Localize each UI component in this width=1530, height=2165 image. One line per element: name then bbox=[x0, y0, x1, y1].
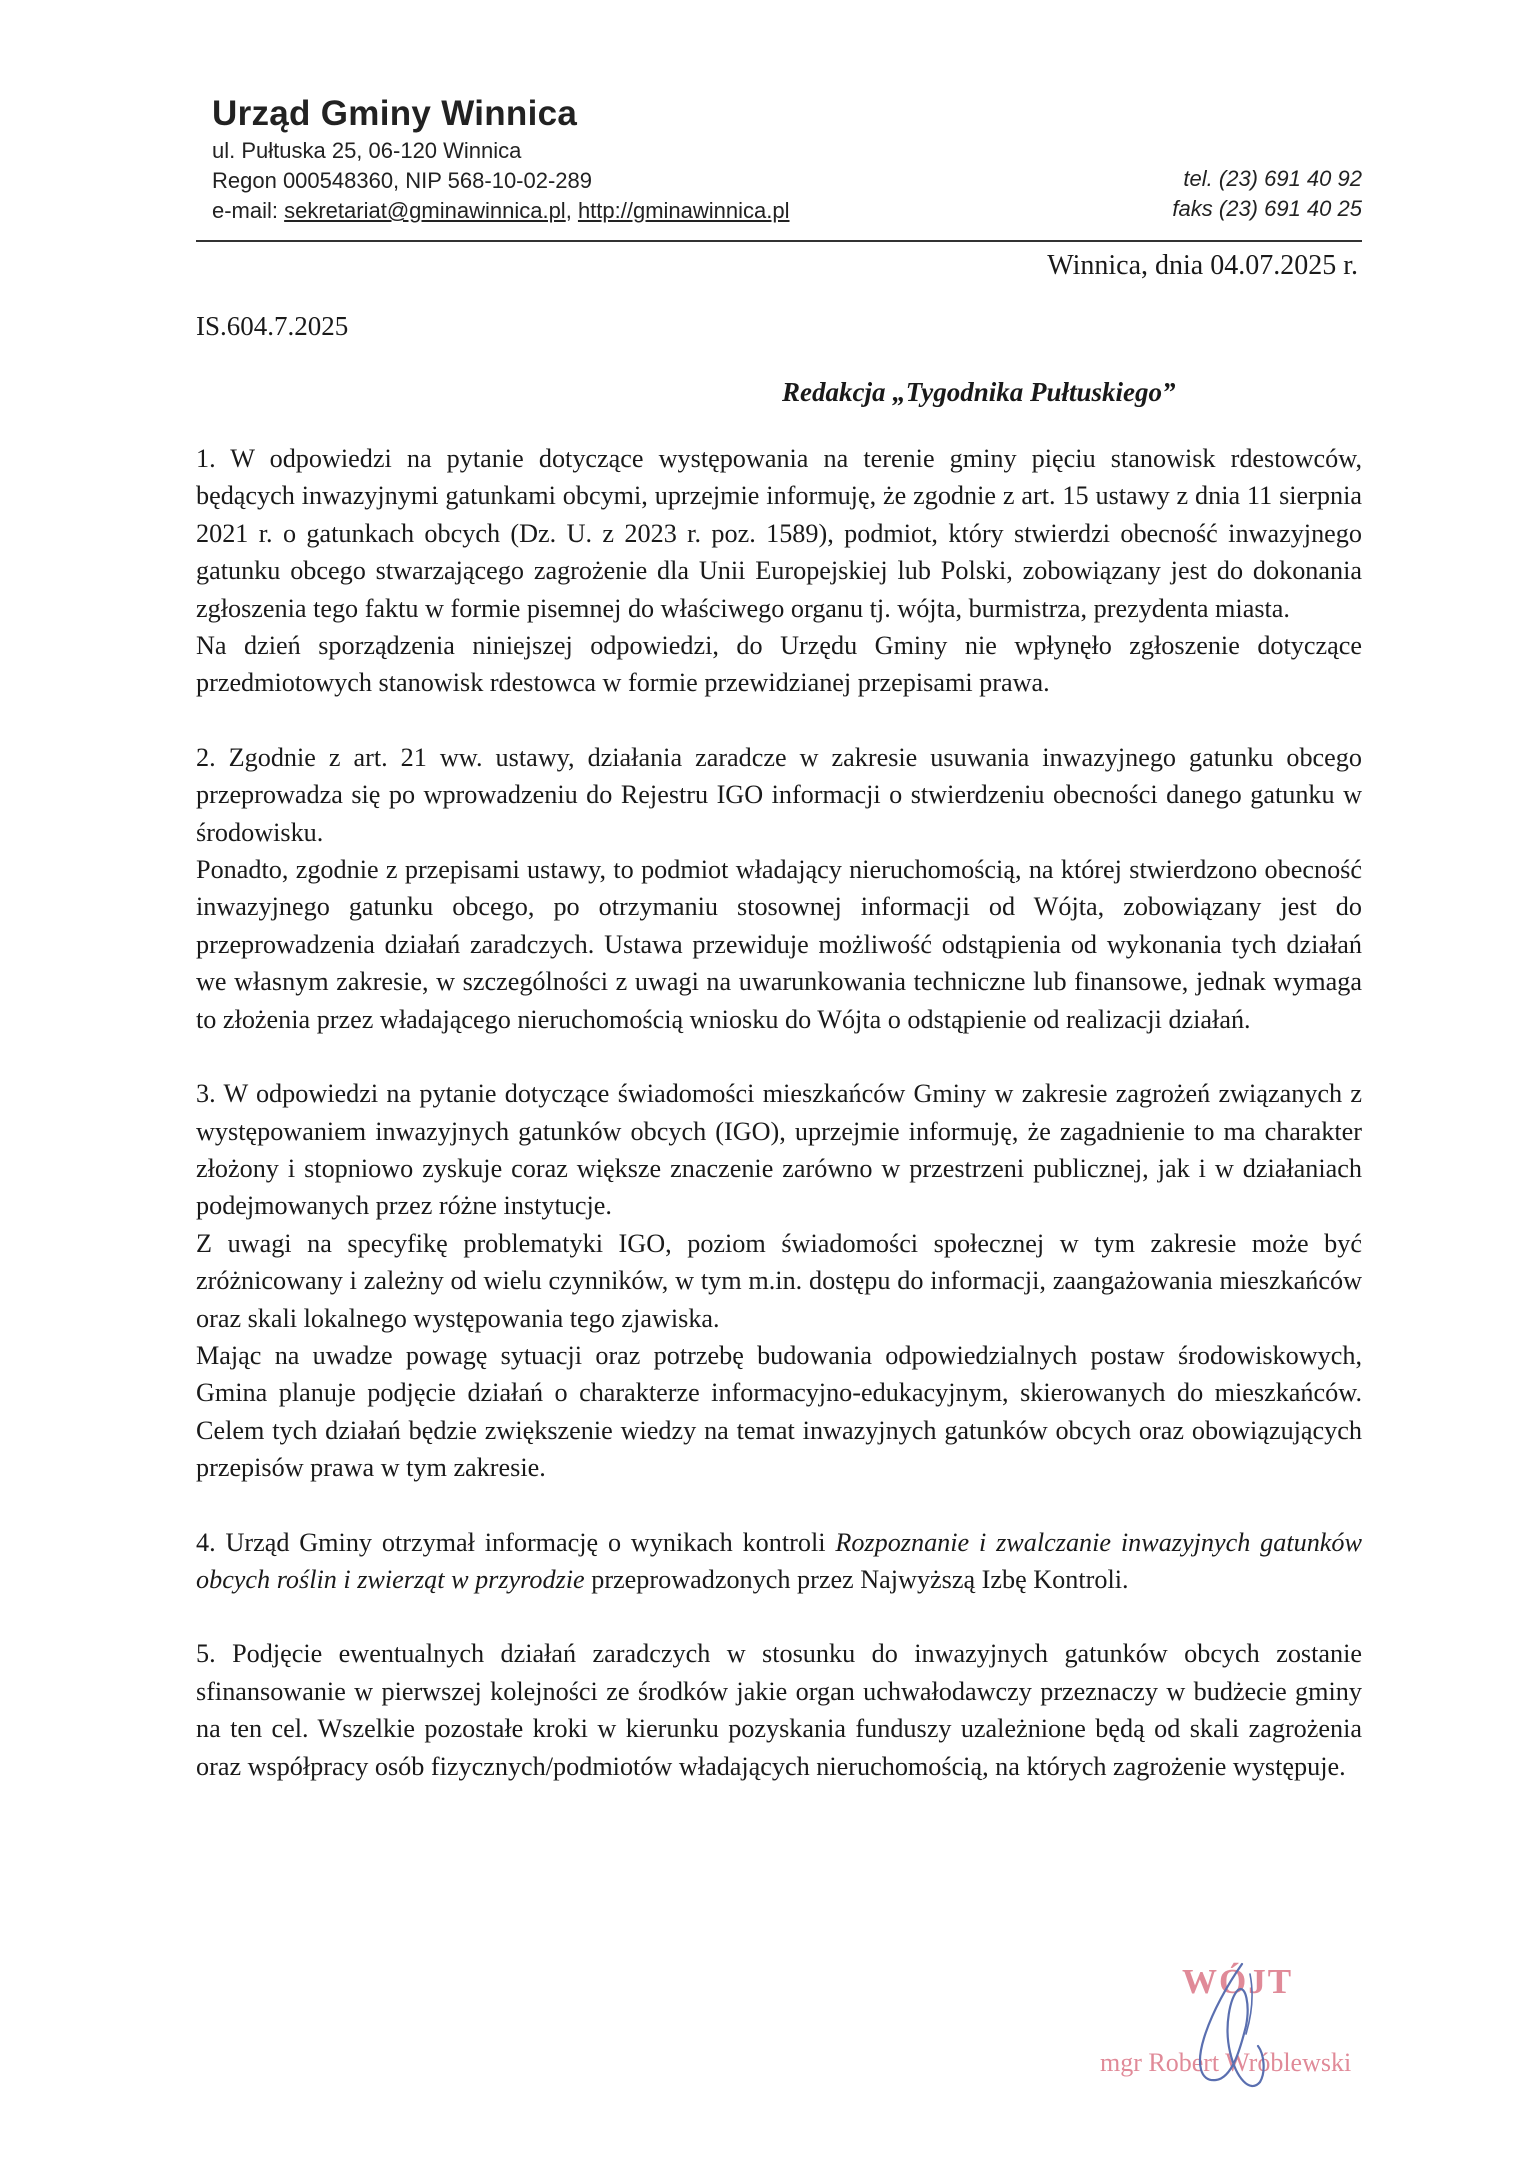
paragraph-3a: 3. W odpowiedzi na pytanie dotyczące świadomości mieszkańców Gminy w zakresie zagrożeń związanych z występowaniem inwazyjnych gatunków obcych (IGO), uprzejmie informuję, że zagadnienie to ma charakter złożony i stopniowo zyskuje coraz większe znaczenie zarówno w przestrzeni publicznej, jak i w działaniach podejmowanych przez różne instytucje. bbox=[196, 1079, 1362, 1221]
signature-block bbox=[1100, 1954, 1400, 2104]
paragraph-4 bbox=[196, 1524, 1362, 1599]
paragraph-gap bbox=[196, 1487, 1362, 1524]
reference-number: IS.604.7.2025 bbox=[196, 311, 349, 341]
stamp-name: mgr Robert Wróblewski bbox=[1100, 2048, 1352, 2077]
paragraph-5: 5. Podjęcie ewentualnych działań zaradczych w stosunku do inwazyjnych gatunków obcych zostanie sfinansowanie w pierwszej kolejności ze środków jakie organ uchwałodawczy przeznaczy w budżecie gminy na ten cel. Wszelkie pozostałe kroki w kierunku pozyskania funduszy uzależnione będą od skali zagrożenia oraz współpracy osób fizycznych/podmiotów władających nieruchomością, na których zagrożenie występuje. bbox=[196, 1639, 1362, 1781]
letter-body bbox=[196, 440, 1362, 1785]
paragraph-1b: Na dzień sporządzenia niniejszej odpowiedzi, do Urzędu Gminy nie wpłynęło zgłoszenie dotyczące przedmiotowych stanowisk rdestowca w formie przewidzianej przepisami prawa. bbox=[196, 631, 1362, 698]
email-prefix: e-mail: bbox=[212, 198, 285, 223]
stamp-title: WÓJT bbox=[1182, 1962, 1294, 2001]
paragraph-4-end: przeprowadzonych przez Najwyższą Izbę Kontroli. bbox=[584, 1564, 1129, 1594]
audit-title: Rozpoznanie i zwalczanie inwazyjnych gatunków obcych roślin i zwierząt w przyrodzie bbox=[196, 1527, 1362, 1594]
paragraph-gap bbox=[196, 1598, 1362, 1635]
office-online bbox=[212, 196, 790, 226]
website-link[interactable]: http://gminawinnica.pl bbox=[577, 198, 790, 223]
handwritten-signature-icon bbox=[1100, 1954, 1400, 2104]
link-separator: , bbox=[565, 198, 578, 223]
paragraph-3c: Mając na uwadze powagę sytuacji oraz potrzebę budowania odpowiedzialnych postaw środowiskowych, Gmina planuje podjęcie działań o charakterze informacyjno-edukacyjnym, skierowanych do mieszkańców. Celem tych działań będzie zwiększenie wiedzy na temat inwazyjnych gatunków obcych oraz obowiązujących przepisów prawa w tym zakresie. bbox=[196, 1340, 1362, 1483]
letterhead-divider bbox=[196, 240, 1362, 242]
email-link[interactable]: sekretariat@gminawinnica.pl bbox=[284, 198, 566, 223]
paragraph-2b: Ponadto, zgodnie z przepisami ustawy, to podmiot władający nieruchomością, na której stwierdzono obecność inwazyjnego gatunku obcego, po otrzymaniu stosownej informacji od Wójta, zobowiązany jest do przeprowadzenia działań zaradczych. Ustawa przewiduje możliwość odstąpienia od wykonania tych działań we własnym zakresie, w szczególności z uwagi na uwarunkowania techniczne lub finansowe, jednak wymaga to złożenia przez władającego nieruchomością wniosku do Wójta o odstąpienie od realizacji działań. bbox=[196, 855, 1362, 1034]
paragraph-gap bbox=[196, 702, 1362, 739]
paragraph-4-start: 4. Urząd Gminy otrzymał informację o wynikach kontroli bbox=[196, 1527, 836, 1557]
paragraph-gap bbox=[196, 1038, 1362, 1075]
date-line: Winnica, dnia 04.07.2025 r. bbox=[1047, 250, 1358, 281]
office-ids: Regon 000548360, NIP 568-10-02-289 bbox=[212, 168, 593, 193]
paragraph-2a: 2. Zgodnie z art. 21 ww. ustawy, działania zaradcze w zakresie usuwania inwazyjnego gatunku obcego przeprowadza się po wprowadzeniu do Rejestru IGO informacji o stwierdzeniu obecności danego gatunku w środowisku. bbox=[196, 742, 1362, 847]
recipient: Redakcja „Tygodnika Pułtuskiego” bbox=[782, 377, 1176, 407]
office-name: Urząd Gminy Winnica bbox=[212, 94, 578, 133]
office-address: ul. Pułtuska 25, 06-120 Winnica bbox=[212, 138, 522, 163]
letterhead bbox=[212, 92, 790, 226]
phone-contacts bbox=[1172, 164, 1362, 224]
paragraph-3b: Z uwagi na specyfikę problematyki IGO, poziom świadomości społecznej w tym zakresie może być zróżnicowany i zależny od wielu czynników, w tym m.in. dostępu do informacji, zaangażowania mieszkańców oraz skali lokalnego występowania tego zjawiska. bbox=[196, 1228, 1362, 1333]
fax-number: faks (23) 691 40 25 bbox=[1172, 196, 1362, 221]
phone-number: tel. (23) 691 40 92 bbox=[1183, 166, 1362, 191]
paragraph-1a: 1. W odpowiedzi na pytanie dotyczące występowania na terenie gminy pięciu stanowisk rdestowców, będących inwazyjnymi gatunkami obcymi, uprzejmie informuję, że zgodnie z art. 15 ustawy z dnia 11 sierpnia 2021 r. o gatunkach obcych (Dz. U. z 2023 r. poz. 1589), podmiot, który stwierdzi obecność inwazyjnego gatunku obcego stwarzającego zagrożenie dla Unii Europejskiej lub Polski, zobowiązany jest do dokonania zgłoszenia tego faktu w formie pisemnej do właściwego organu tj. wójta, burmistrza, prezydenta miasta. bbox=[196, 444, 1362, 623]
